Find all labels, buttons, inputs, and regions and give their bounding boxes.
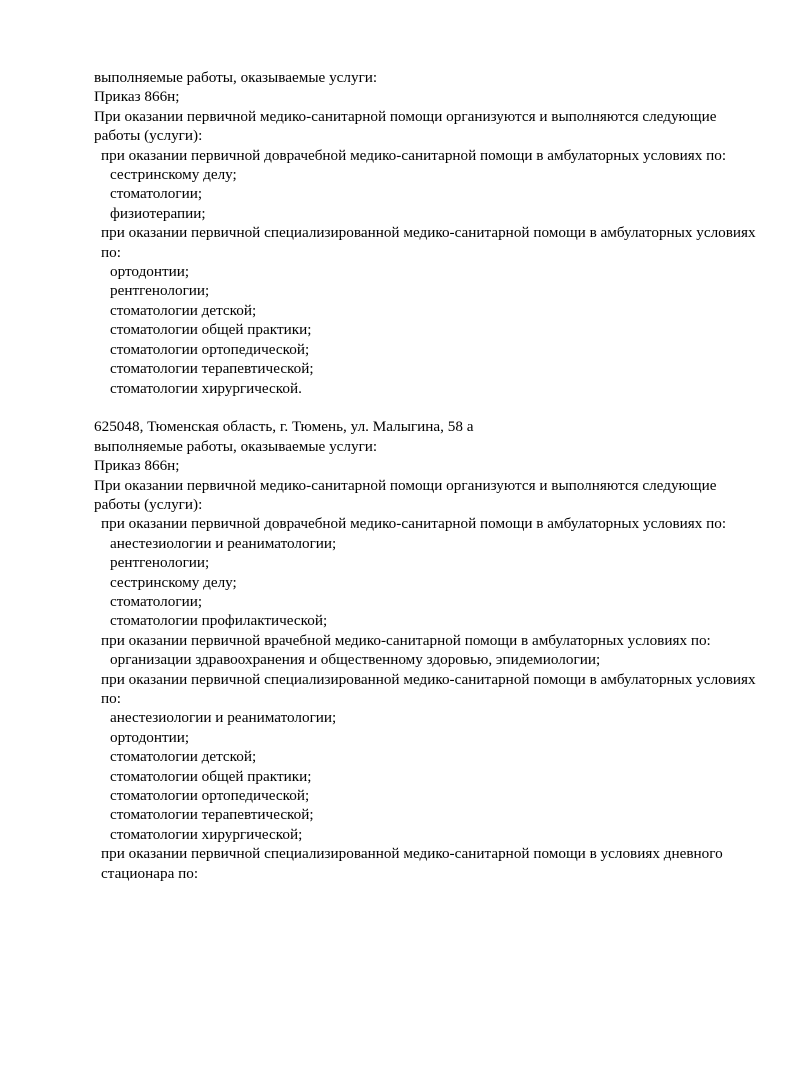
list-item: сестринскому делу; xyxy=(110,166,237,184)
list-item: стоматологии детской; xyxy=(110,301,257,319)
list-item: стоматологии ортопедической; xyxy=(110,340,310,358)
list-item: стоматологии профилактической; xyxy=(110,612,328,630)
order-ref: Приказ 866н; xyxy=(94,457,180,475)
intro-paragraph: При оказании первичной медико-санитарной помощи организуются и выполняются следующие работы (услуги): xyxy=(94,107,721,145)
list-item: стоматологии хирургической; xyxy=(110,825,303,843)
section-spacer xyxy=(94,398,764,417)
group-heading-vrach: при оказании первичной врачебной медико-санитарной помощи в амбулаторных условиях по: xyxy=(101,631,711,649)
list-item: анестезиологии и реаниматологии; xyxy=(110,709,337,727)
list-item: организации здравоохранения и общественному здоровью, эпидемиологии; xyxy=(110,651,601,669)
list-item: рентгенологии; xyxy=(110,282,210,300)
list-item: физиотерапии; xyxy=(110,204,206,222)
group-heading-prevrach: при оказании первичной доврачебной медико-санитарной помощи в амбулаторных условиях по: xyxy=(101,146,727,164)
group-heading-day-hospital: при оказании первичной специализированной медико-санитарной помощи в условиях дневного стационара по: xyxy=(101,845,727,882)
group-heading-special: при оказании первичной специализированной медико-санитарной помощи в амбулаторных условиях по: xyxy=(101,670,760,707)
list-item: стоматологии терапевтической; xyxy=(110,806,314,824)
list-item: стоматологии ортопедической; xyxy=(110,787,310,805)
works-label: выполняемые работы, оказываемые услуги: xyxy=(94,69,378,86)
group-heading-special: при оказании первичной специализированной медико-санитарной помощи в амбулаторных условиях по: xyxy=(101,224,760,261)
list-item: стоматологии терапевтической; xyxy=(110,360,314,378)
list-item: стоматологии; xyxy=(110,185,203,203)
list-item: стоматологии; xyxy=(110,592,203,610)
section-1 xyxy=(94,68,764,398)
address: 625048, Тюменская область, г. Тюмень, ул. Малыгина, 58 а xyxy=(94,418,474,436)
document-page xyxy=(94,68,764,883)
works-label: выполняемые работы, оказываемые услуги: xyxy=(94,437,378,455)
list-item: стоматологии общей практики; xyxy=(110,321,312,339)
list-item: сестринскому делу; xyxy=(110,573,237,591)
list-item: рентгенологии; xyxy=(110,554,210,572)
list-item: ортодонтии; xyxy=(110,728,190,746)
group-heading-prevrach: при оказании первичной доврачебной медико-санитарной помощи в амбулаторных условиях по: xyxy=(101,515,727,533)
list-item: анестезиологии и реаниматологии; xyxy=(110,534,337,552)
section-2 xyxy=(94,417,764,883)
order-ref: Приказ 866н; xyxy=(94,88,180,106)
list-item: стоматологии детской; xyxy=(110,748,257,766)
intro-paragraph: При оказании первичной медико-санитарной помощи организуются и выполняются следующие работы (услуги): xyxy=(94,476,721,513)
list-item: стоматологии общей практики; xyxy=(110,767,312,785)
list-item: стоматологии хирургической. xyxy=(110,379,302,397)
list-item: ортодонтии; xyxy=(110,263,190,281)
